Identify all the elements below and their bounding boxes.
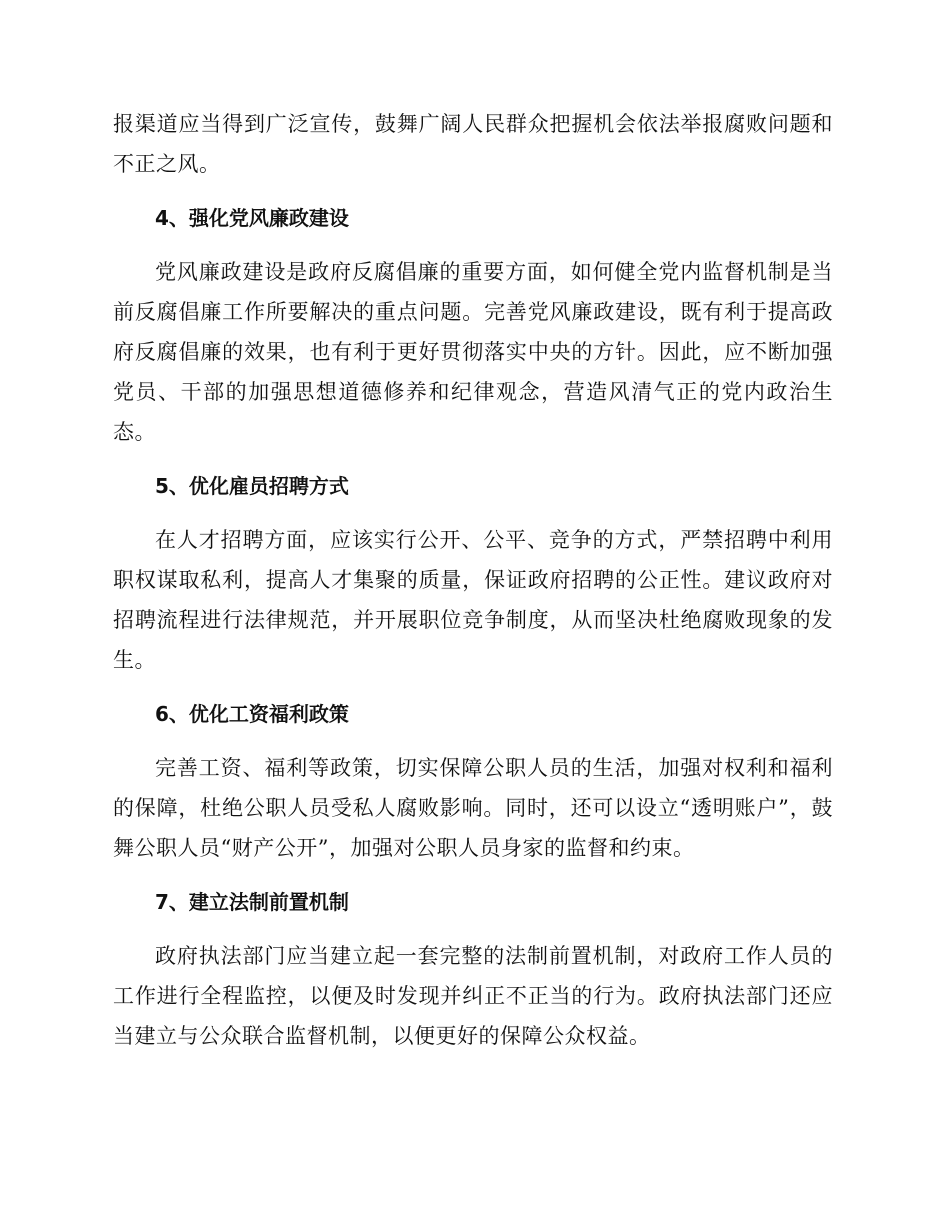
document-page xyxy=(113,104,833,1056)
section-body-7: 政府执法部门应当建立起一套完整的法制前置机制，对政府工作人员的工作进行全程监控，以便及时发现并纠正不正当的行为。政府执法部门还应当建立与公众联合监督机制，以便更好的保障公众权益。 xyxy=(113,944,833,1048)
section-heading-4: 4、强化党风廉政建设 xyxy=(155,206,349,230)
section-heading-6: 6、优化工资福利政策 xyxy=(155,702,349,726)
section-body-6: 完善工资、福利等政策，切实保障公职人员的生活，加强对权利和福利的保障，杜绝公职人员受私人腐败影响。同时，还可以设立“透明账户”，鼓舞公职人员“财产公开”，加强对公职人员身家的监督和约束。 xyxy=(113,756,833,860)
continuation-paragraph: 报渠道应当得到广泛宣传，鼓舞广阔人民群众把握机会依法举报腐败问题和不正之风。 xyxy=(113,112,833,176)
section-body-4: 党风廉政建设是政府反腐倡廉的重要方面，如何健全党内监督机制是当前反腐倡廉工作所要解决的重点问题。完善党风廉政建设，既有利于提高政府反腐倡廉的效果，也有利于更好贯彻落实中央的方针。因此，应不断加强党员、干部的加强思想道德修养和纪律观念，营造风清气正的党内政治生态。 xyxy=(113,260,833,444)
section-body-5: 在人才招聘方面，应该实行公开、公平、竞争的方式，严禁招聘中利用职权谋取私利，提高人才集聚的质量，保证政府招聘的公正性。建议政府对招聘流程进行法律规范，并开展职位竞争制度，从而坚决杜绝腐败现象的发生。 xyxy=(113,528,833,672)
section-heading-5: 5、优化雇员招聘方式 xyxy=(155,474,349,498)
section-heading-7: 7、建立法制前置机制 xyxy=(155,890,349,914)
